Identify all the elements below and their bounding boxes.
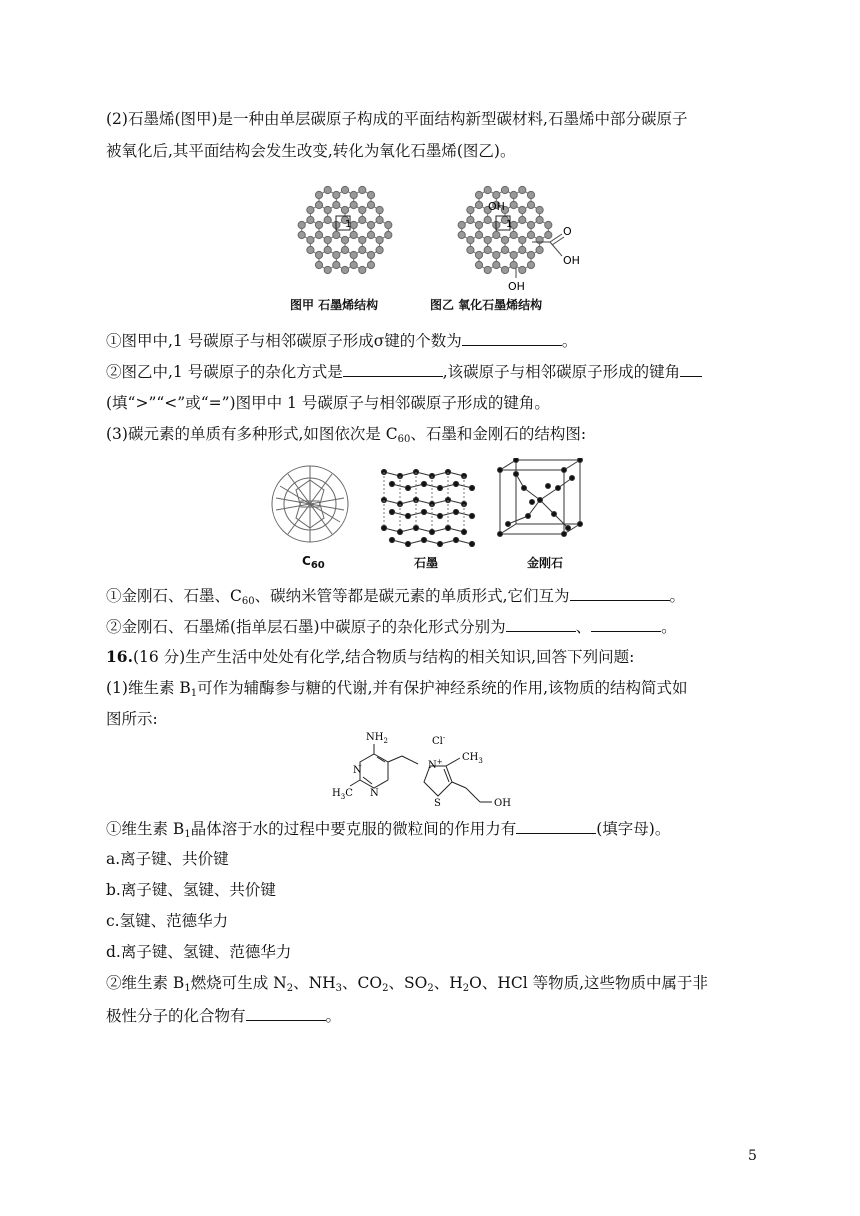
carbon-atom xyxy=(376,236,383,243)
graphite-atom xyxy=(453,537,458,542)
question-3: ①金刚石、石墨、$C_{60}$、碳纳米管等都是碳元素的单质形式,它们互为 。 xyxy=(106,584,685,607)
carbon-atom xyxy=(493,251,500,258)
carbon-atom xyxy=(385,221,392,228)
carbon-atom xyxy=(298,221,305,228)
s-label: S xyxy=(434,798,441,809)
graphite-atom xyxy=(461,529,466,534)
carbon-atom xyxy=(510,231,517,238)
carbon-atom xyxy=(367,261,374,268)
carbon-atom xyxy=(510,201,517,208)
paragraph-2-line-1: (2)石墨烯(图甲)是一种由单层碳原子构成的平面结构新型碳材料,石墨烯中部分碳原子 xyxy=(106,110,688,128)
graphite-atom xyxy=(437,541,442,546)
carbon-atom xyxy=(493,191,500,198)
carbon-atom xyxy=(484,266,491,273)
graphite-atom xyxy=(389,481,394,486)
vitamin-b1-structure xyxy=(332,726,532,818)
carbon-atom xyxy=(527,221,534,228)
c60-caption: $C_{60}$ xyxy=(302,554,325,571)
carbon-atom xyxy=(367,231,374,238)
carbon-atom xyxy=(501,246,508,253)
carbon-atom xyxy=(484,216,491,223)
carbon-atom xyxy=(475,191,482,198)
carbon-atom xyxy=(315,221,322,228)
graphite-atom xyxy=(437,485,442,490)
carbon-atom xyxy=(475,231,482,238)
option-d: d.离子键、氢键、范德华力 xyxy=(106,943,292,961)
carbon-atom xyxy=(510,191,517,198)
graphite-atom xyxy=(437,513,442,518)
graphite-atom xyxy=(469,513,474,518)
carbon-atom xyxy=(350,201,357,208)
carbon-atom xyxy=(536,236,543,243)
answer-blank-4[interactable] xyxy=(570,584,670,601)
n-plus-label: N+ xyxy=(428,758,443,771)
carbon-atom xyxy=(324,236,331,243)
vitamin-line-1: (1)维生素 $B_1$可作为辅酶参与糖的代谢,并有保护神经系统的作用,该物质的结构简式如 xyxy=(106,679,688,699)
graphite-atom xyxy=(421,537,426,542)
oh-label-bottom: OH xyxy=(508,280,525,293)
n-label-1: N xyxy=(353,765,362,776)
answer-blank-5[interactable] xyxy=(506,615,576,632)
graphite-atom xyxy=(429,529,434,534)
carbon-atom xyxy=(536,206,543,213)
graphite-atom xyxy=(389,537,394,542)
carbon-atom xyxy=(458,231,465,238)
carbon-atom xyxy=(359,206,366,213)
carbon-atom xyxy=(545,231,552,238)
carbon-atom xyxy=(527,201,534,208)
carbon-atom xyxy=(536,246,543,253)
carbon-atom xyxy=(367,191,374,198)
carbon-atom xyxy=(527,231,534,238)
graphite-atom xyxy=(469,485,474,490)
question-16-heading: 16.(16 分)生产生活中处处有化学,结合物质与结构的相关知识,回答下列问题: xyxy=(106,647,635,666)
vitamin-question-2-line-1: ②维生素 $B_1$燃烧可生成 $N_2$、$NH_3$、$CO_2$、$SO_2$、$H_2O$、HCl 等物质,这些物质中属于非 xyxy=(106,974,709,994)
carbon-atom xyxy=(359,186,366,193)
carbon-atom xyxy=(333,231,340,238)
graphite-atom xyxy=(405,485,410,490)
carbon-atom xyxy=(359,236,366,243)
option-a: a.离子键、共价键 xyxy=(106,850,229,868)
carbon-atom xyxy=(519,236,526,243)
graphite-atom xyxy=(381,525,386,530)
carbon-atom xyxy=(333,201,340,208)
graphite-atom xyxy=(469,541,474,546)
carbon-atom xyxy=(493,231,500,238)
carbon-atom xyxy=(333,261,340,268)
nh2-label: $NH_2$ xyxy=(366,732,388,745)
answer-blank-6[interactable] xyxy=(591,615,661,632)
carbon-atom xyxy=(376,246,383,253)
option-c: c.氢键、范德华力 xyxy=(106,912,229,930)
carbon-atom xyxy=(350,261,357,268)
carbon-atom xyxy=(350,251,357,258)
carbon-atom xyxy=(333,191,340,198)
graphite-atom xyxy=(421,481,426,486)
carbon-atom xyxy=(475,221,482,228)
n-label-2: N xyxy=(370,788,379,799)
carbon-atom xyxy=(519,266,526,273)
graphite-atom xyxy=(445,525,450,530)
graphite-atom xyxy=(405,513,410,518)
carbon-atom xyxy=(315,231,322,238)
carbon-atom xyxy=(536,216,543,223)
carbon-atom xyxy=(467,236,474,243)
graphite-atom xyxy=(405,541,410,546)
carbon-atom xyxy=(501,236,508,243)
option-b: b.离子键、氢键、共价键 xyxy=(106,881,276,899)
carbon-atom xyxy=(367,251,374,258)
vitamin-question-2-line-2: 极性分子的化合物有 。 xyxy=(106,1004,341,1027)
carbon-atom xyxy=(350,191,357,198)
carbon-atom xyxy=(527,191,534,198)
carbon-atom xyxy=(484,246,491,253)
carbon-atom xyxy=(315,251,322,258)
figure-b-caption: 图乙 氧化石墨烯结构 xyxy=(430,298,543,312)
question-1: ①图甲中,1 号碳原子与相邻碳原子形成σ键的个数为 。 xyxy=(106,329,577,352)
carbon-atom xyxy=(493,261,500,268)
carbon-atom xyxy=(519,206,526,213)
carbon-allotropes-figure xyxy=(268,458,608,558)
carbon-atom xyxy=(545,221,552,228)
question-2-line-2: (填“>”“<”或“=”)图甲中 1 号碳原子与相邻碳原子形成的键角。 xyxy=(106,394,550,412)
carbon-atom xyxy=(333,251,340,258)
carbon-atom xyxy=(350,231,357,238)
carbon-atom xyxy=(501,186,508,193)
carbon-atom xyxy=(467,206,474,213)
carbon-atom xyxy=(324,206,331,213)
ch3-label: $CH_3$ xyxy=(462,752,483,765)
carbon-atom xyxy=(527,251,534,258)
carbon-atom xyxy=(307,246,314,253)
carbon-atom xyxy=(475,251,482,258)
carbon-atom xyxy=(527,261,534,268)
graphite-atom xyxy=(453,509,458,514)
acid-oh-label: OH xyxy=(563,254,580,267)
carbon-atom xyxy=(385,231,392,238)
carbon-atom xyxy=(315,201,322,208)
carbon-atom xyxy=(341,206,348,213)
carbon-atom xyxy=(519,186,526,193)
carbon-atom xyxy=(359,216,366,223)
carbon-atom xyxy=(359,246,366,253)
atom-1-label-a: 1 xyxy=(345,219,352,230)
carbon-atom xyxy=(341,186,348,193)
carbon-atom xyxy=(484,186,491,193)
figure-a-caption: 图甲 石墨烯结构 xyxy=(290,298,379,312)
graphite-atom xyxy=(421,509,426,514)
diamond-structure xyxy=(498,458,583,537)
graphite-atom xyxy=(413,525,418,530)
oh-label-top: OH xyxy=(488,200,505,213)
page-number: 5 xyxy=(748,1148,757,1164)
c60-structure xyxy=(272,466,348,542)
carbon-atom xyxy=(510,251,517,258)
graphite-atom xyxy=(397,529,402,534)
carbon-atom xyxy=(324,266,331,273)
graphite-caption: 石墨 xyxy=(414,556,439,570)
diamond-caption: 金刚石 xyxy=(527,556,564,570)
carbon-atom xyxy=(341,246,348,253)
carbon-atom xyxy=(307,236,314,243)
carbon-atom xyxy=(467,216,474,223)
question-2-line-1: ②图乙中,1 号碳原子的杂化方式是 ,该碳原子与相邻碳原子形成的键角 xyxy=(106,360,702,383)
carbon-atom xyxy=(307,206,314,213)
carbon-atom xyxy=(367,201,374,208)
vitamin-line-2: 图所示: xyxy=(106,710,158,728)
question-4: ②金刚石、石墨烯(指单层石墨)中碳原子的杂化形式分别为 、 。 xyxy=(106,615,677,638)
carbon-atom xyxy=(298,231,305,238)
graphite-atom xyxy=(453,481,458,486)
h3c-label: $H_3C$ xyxy=(332,788,353,801)
paragraph-2-line-2: 被氧化后,其平面结构会发生改变,转化为氧化石墨烯(图乙)。 xyxy=(106,142,516,160)
carbon-atom xyxy=(484,236,491,243)
carbon-atom xyxy=(467,246,474,253)
answer-blank-1[interactable] xyxy=(462,329,562,346)
vitamin-question-1: ①维生素 $B_1$晶体溶于水的过程中要克服的微粒间的作用力有 (填字母)。 xyxy=(106,817,670,840)
carbon-atom xyxy=(475,201,482,208)
answer-blank-8[interactable] xyxy=(246,1004,326,1021)
carbon-atom xyxy=(307,216,314,223)
graphite-atom xyxy=(389,509,394,514)
carbon-atom xyxy=(324,186,331,193)
carbon-atom xyxy=(341,236,348,243)
carbon-atom xyxy=(376,216,383,223)
carbon-atom xyxy=(315,261,322,268)
answer-blank-3[interactable] xyxy=(680,360,702,377)
carbonyl-o-label: O xyxy=(563,225,572,238)
carbon-atom xyxy=(501,266,508,273)
carbon-atom xyxy=(367,221,374,228)
carbon-atom xyxy=(341,266,348,273)
cl-label: Cl- xyxy=(432,734,446,747)
oh-label: OH xyxy=(494,798,511,809)
carbon-atom xyxy=(458,221,465,228)
carbon-atom xyxy=(519,216,526,223)
carbon-atom xyxy=(475,261,482,268)
graphite-structure xyxy=(381,469,474,546)
answer-blank-2[interactable] xyxy=(343,360,443,377)
answer-blank-7[interactable] xyxy=(516,817,596,834)
carbon-atom xyxy=(315,191,322,198)
paragraph-3: (3)碳元素的单质有多种形式,如图依次是 $C_{60}$、石墨和金刚石的结构图: xyxy=(106,425,587,445)
carbon-atom xyxy=(359,266,366,273)
carbon-atom xyxy=(324,246,331,253)
carbon-atom xyxy=(324,216,331,223)
carbon-atom xyxy=(376,206,383,213)
atom-1-label-b: 1 xyxy=(506,219,513,230)
carbon-atom xyxy=(519,246,526,253)
carbon-atom xyxy=(510,261,517,268)
